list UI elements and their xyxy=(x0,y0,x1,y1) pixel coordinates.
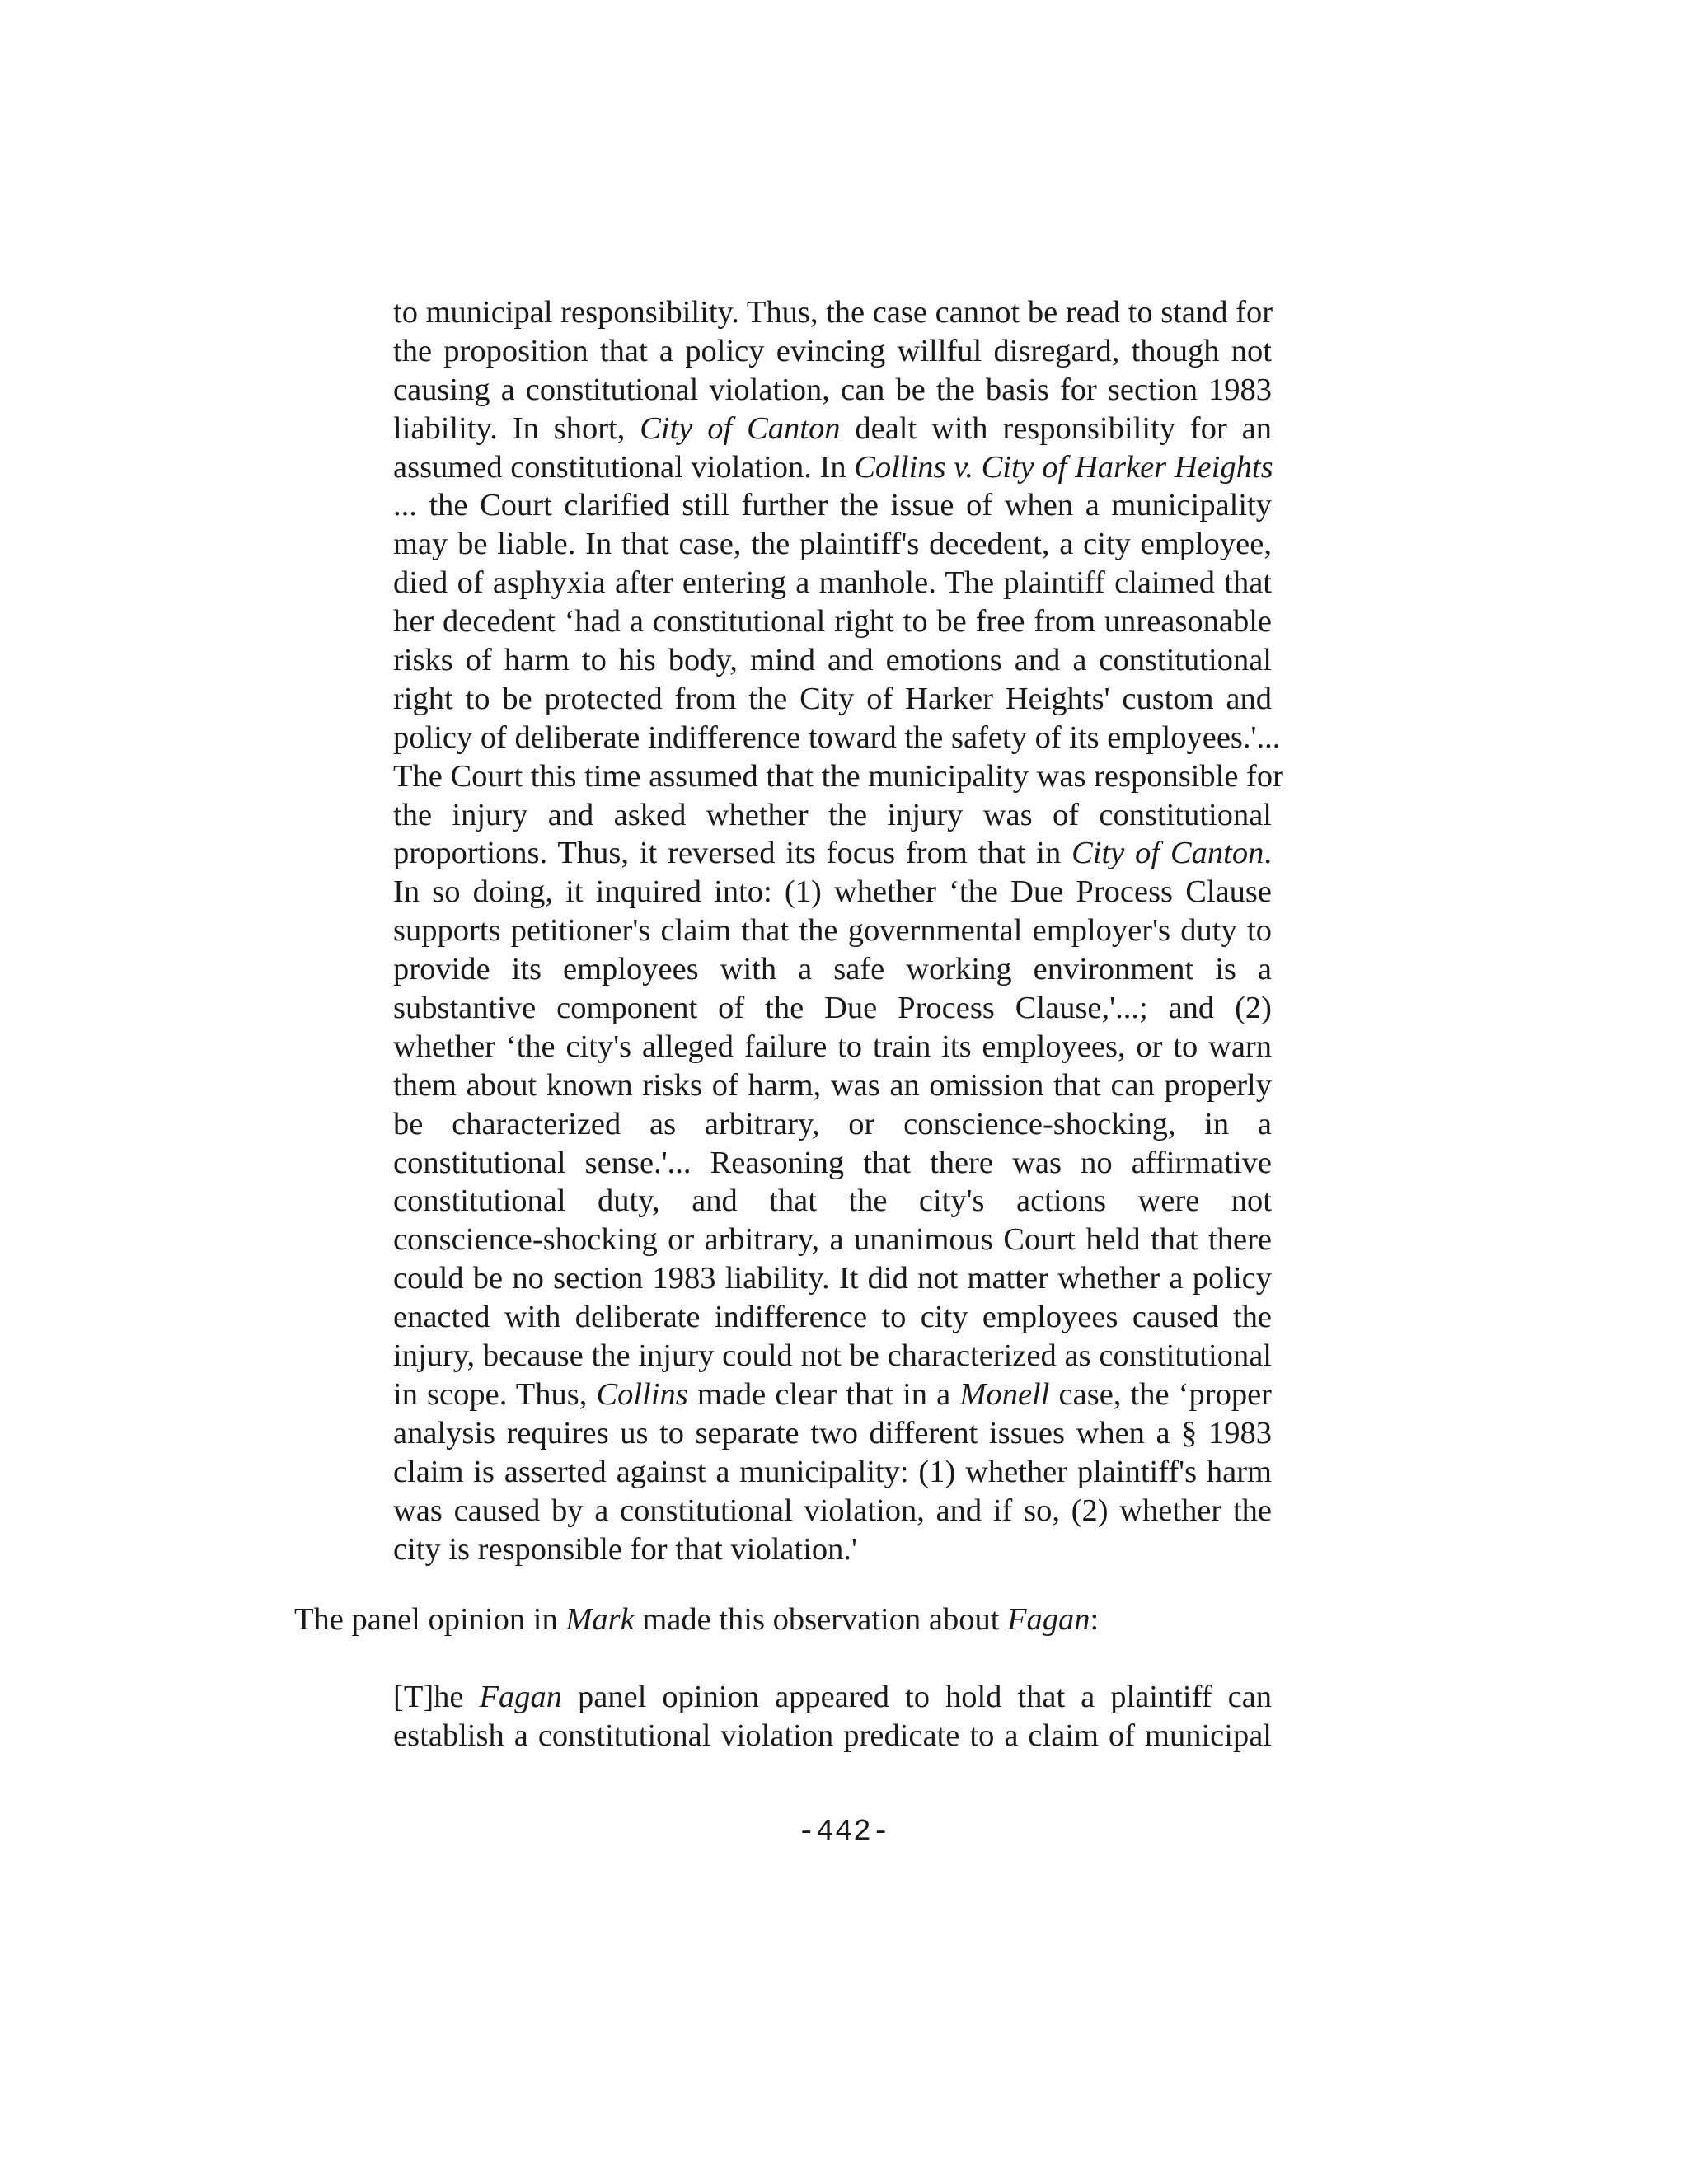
text-line xyxy=(393,525,1272,564)
case-name-italic: Fagan xyxy=(479,1680,563,1714)
text-run: proportions. Thus, it reversed its focus from that in xyxy=(393,836,1072,871)
text-line xyxy=(393,1717,1272,1755)
text-run: ... the Court clarified still further the issue of when a municipality xyxy=(393,488,1272,523)
text-run: [T]he xyxy=(393,1680,480,1714)
body-paragraph xyxy=(294,1601,1366,1639)
text-run: be characterized as arbitrary, or conscience-shocking, in a xyxy=(393,1106,1272,1141)
text-run: right to be protected from the City of Harker Heights' custom and xyxy=(393,681,1272,716)
text-line xyxy=(393,1259,1272,1298)
text-run: The Court this time assumed that the municipality was responsible for xyxy=(393,758,1283,794)
text-line xyxy=(393,989,1272,1028)
text-run: : xyxy=(1090,1602,1100,1637)
case-name-italic: City of Canton xyxy=(1071,836,1264,871)
text-line xyxy=(393,332,1272,371)
text-line xyxy=(393,1028,1272,1066)
text-line xyxy=(393,1298,1272,1337)
text-line xyxy=(393,1221,1272,1259)
text-line xyxy=(393,950,1272,989)
text-run: them about known risks of harm, was an omission that can properly xyxy=(393,1067,1272,1103)
text-line xyxy=(393,410,1272,448)
text-line xyxy=(393,719,1281,757)
case-name-italic: Collins xyxy=(596,1376,688,1412)
text-run: policy of deliberate indifference toward the safety of its employees.'... xyxy=(393,719,1281,755)
text-run: claim is asserted against a municipality: (1) whether plaintiff's harm xyxy=(393,1454,1272,1489)
text-line xyxy=(393,564,1272,602)
text-run: provide its employees with a safe working environment is a xyxy=(393,952,1272,987)
text-line xyxy=(393,796,1272,835)
text-line xyxy=(393,1453,1272,1492)
text-run: supports petitioner's claim that the governmental employer's duty to xyxy=(393,913,1272,949)
text-line xyxy=(393,834,1272,873)
block-quotation xyxy=(393,293,1283,1568)
text-run: In so doing, it inquired into: (1) whether ‘the Due Process Clause xyxy=(393,874,1272,910)
text-line xyxy=(393,1492,1272,1530)
text-run: conscience-shocking or arbitrary, a unanimous Court held that there xyxy=(393,1222,1272,1258)
text-line xyxy=(393,1678,1272,1717)
case-name-italic: Mark xyxy=(565,1602,635,1637)
text-line xyxy=(393,680,1272,719)
text-run: enacted with deliberate indifference to city employees caused the xyxy=(393,1300,1272,1335)
text-run: . xyxy=(1264,836,1273,871)
text-line xyxy=(393,486,1272,525)
text-run: died of asphyxia after entering a manhole. The plaintiff claimed that xyxy=(393,565,1272,601)
text-run: causing a constitutional violation, can be the basis for section 1983 xyxy=(393,372,1272,407)
case-name-italic: Collins v. City of Harker Heights xyxy=(854,449,1273,485)
text-line xyxy=(393,448,1272,487)
text-line xyxy=(294,1601,1366,1639)
text-run: The panel opinion in xyxy=(294,1602,566,1637)
text-run: injury, because the injury could not be characterized as constitutional xyxy=(393,1338,1272,1374)
text-line xyxy=(393,757,1283,796)
case-name-italic: City of Canton xyxy=(640,410,841,446)
text-run: made this observation about xyxy=(634,1602,1008,1637)
text-line xyxy=(393,1066,1272,1105)
text-line xyxy=(393,1144,1272,1183)
case-name-italic: Monell xyxy=(959,1376,1050,1412)
text-run: may be liable. In that case, the plaintiff's decedent, a city employee, xyxy=(393,527,1272,562)
text-line xyxy=(393,1530,1272,1569)
text-run: liability. In short, xyxy=(393,410,640,446)
text-run: the proposition that a policy evincing willful disregard, though not xyxy=(393,333,1272,368)
text-run: was caused by a constitutional violation, and if so, (2) whether the xyxy=(393,1493,1272,1528)
text-run: analysis requires us to separate two different issues when a § 1983 xyxy=(393,1415,1272,1451)
case-name-italic: Fagan xyxy=(1007,1602,1090,1637)
text-run: whether ‘the city's alleged failure to train its employees, or to warn xyxy=(393,1029,1272,1064)
text-line xyxy=(393,1105,1272,1144)
text-line xyxy=(393,912,1272,950)
text-run: case, the ‘proper xyxy=(1049,1376,1272,1412)
text-run: risks of harm to his body, mind and emotions and a constitutional xyxy=(393,643,1272,678)
text-run: made clear that in a xyxy=(687,1376,960,1412)
text-run: city is responsible for that violation.' xyxy=(393,1531,857,1567)
text-line xyxy=(393,1182,1272,1221)
text-line xyxy=(393,641,1272,680)
text-run: could be no section 1983 liability. It did not matter whether a policy xyxy=(393,1261,1272,1296)
text-line xyxy=(393,602,1272,641)
text-line xyxy=(393,293,1272,332)
text-run: in scope. Thus, xyxy=(393,1376,597,1412)
text-run: her decedent ‘had a constitutional right to be free from unreasonable xyxy=(393,604,1272,640)
text-line xyxy=(393,1376,1272,1414)
text-run: substantive component of the Due Process Clause,'...; and (2) xyxy=(393,991,1272,1026)
text-run: panel opinion appeared to hold that a plaintiff can xyxy=(562,1680,1273,1714)
text-run: assumed constitutional violation. In xyxy=(393,449,855,485)
text-line xyxy=(393,873,1272,912)
text-run: constitutional sense.'... Reasoning that there was no affirmative xyxy=(393,1145,1272,1180)
block-quotation-continued xyxy=(393,1678,1272,1755)
text-line xyxy=(393,371,1272,410)
text-run: dealt with responsibility for an xyxy=(840,410,1272,446)
text-run: to municipal responsibility. Thus, the case cannot be read to stand for xyxy=(393,295,1273,330)
text-line xyxy=(393,1337,1272,1376)
text-run: establish a constitutional violation predicate to a claim of municipal xyxy=(393,1718,1272,1753)
text-line xyxy=(393,1414,1272,1453)
text-run: constitutional duty, and that the city's actions were not xyxy=(393,1183,1272,1219)
text-run: the injury and asked whether the injury was of constitutional xyxy=(393,797,1272,832)
page-number: -442- xyxy=(797,1815,891,1849)
